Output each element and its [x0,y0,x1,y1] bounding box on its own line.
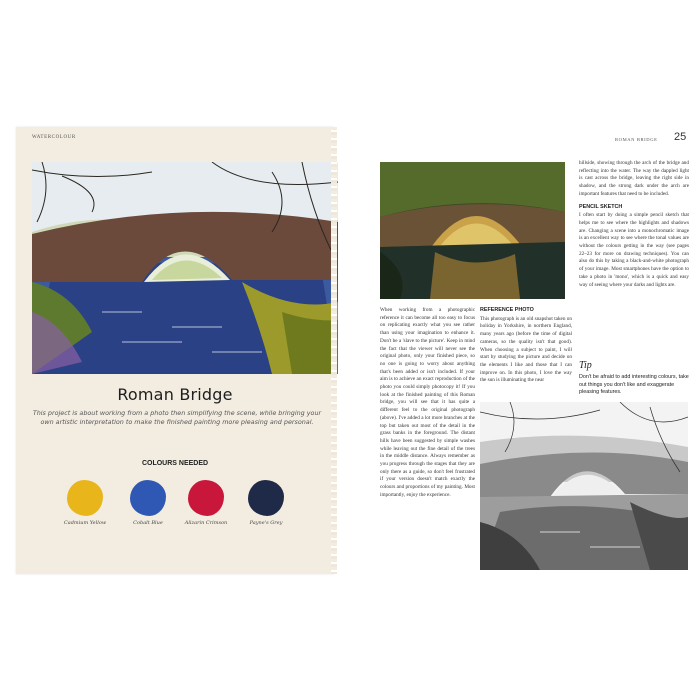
swatch-label: Cobalt Blue [133,520,163,526]
pencil-sketch [480,402,688,570]
swatch-label: Cadmium Yellow [63,520,107,526]
swatch-alizarin-crimson [188,480,224,516]
pencil-sketch-text: I often start by doing a simple pencil sketch that helps me to see where the highlights and shadows are. Changing a scene into a monochromatic image is an excellent way to see where the tonal values are without the colours getting in the way (see pages 22–23 for more on drawing techniques). You can also do this by taking a black-and-white photograph of your image. Most smartphones have the option to take a photo in 'mono', which is a quick and easy way of seeing where your darks and lights are. [579,212,689,288]
swatch-paynes-grey [248,480,284,516]
tip-heading: Tip [579,360,592,371]
reference-photo-heading: REFERENCE PHOTO [480,307,534,313]
left-page [16,127,334,574]
body-column-1: When working from a photographic reference it can become all too easy to focus on replicating exactly what you see rather than using your imagination to enhance it. Don't be a 'slave to the picture'. Keep in mind the fact that the viewer will never see the original photo, only your finished piece, so no one is going to worry about anything that's been added or isn't included. If your aim is to achieve an exact reproduction of the photo you could simply photocopy it! If you look at the finished painting of this Roman bridge, you will see that it has quite a different feel to the original photograph (above). I've added a lot more branches at the top but taken out most of the detail in the grass banks in the foreground. The distant hills have been suggested by simple washes while leaving out the fine detail of the trees in the middle distance. Always remember as you progress through the stages that they are only there as a guide, so don't feel frustrated if your version doesn't match exactly the colours and proportions of my painting. Most importantly, enjoy the experience. [380,307,475,498]
page-number: 25 [674,131,687,143]
painting-illustration [32,162,338,374]
swatch-cobalt-blue [130,480,166,516]
pencil-sketch-illustration [480,402,688,570]
body-column-2 [480,307,572,385]
column-3-top-text: hillside, showing through the arch of the bridge and reflecting into the water. The way the dappled light is cast across the bridge, leaving the right side in shadow, and the strong dark under the arch are important features that need to be included. [579,160,689,197]
tip-text: Don't be afraid to add interesting colours, take out things you don't like and exaggerate pleasing features. [579,374,689,396]
roman-bridge-painting [32,162,338,374]
reference-photo-text: This photograph is an old snapshot taken on holiday in Yorkshire, in northern England, many years ago (before the time of digital cameras, so the quality isn't that good). When choosing a subject to paint, I will start by studying the picture and decide on the elements I like and those that I can improve on. In this photo, I love the way the sun is illuminating the near [480,315,572,384]
colours-heading: COLOURS NEEDED [141,460,209,467]
swatch-label: Payne's Grey [249,520,283,526]
section-tag: WATERCOLOUR [32,135,76,140]
body-column-3 [579,160,689,289]
pencil-sketch-heading: PENCIL SKETCH [579,203,623,210]
swatch-label: Alizarin Crimson [184,520,228,526]
running-head: ROMAN BRIDGE [615,137,658,142]
swatch-cadmium-yellow [67,480,103,516]
page-title: Roman Bridge [117,385,233,404]
reference-photo-illustration [380,162,565,299]
intro-text: This project is about working from a photo then simplifying the scene, while bringing your own artistic interpretation to make the finished painting more pleasing and personal. [32,409,322,427]
reference-photo [380,162,565,299]
